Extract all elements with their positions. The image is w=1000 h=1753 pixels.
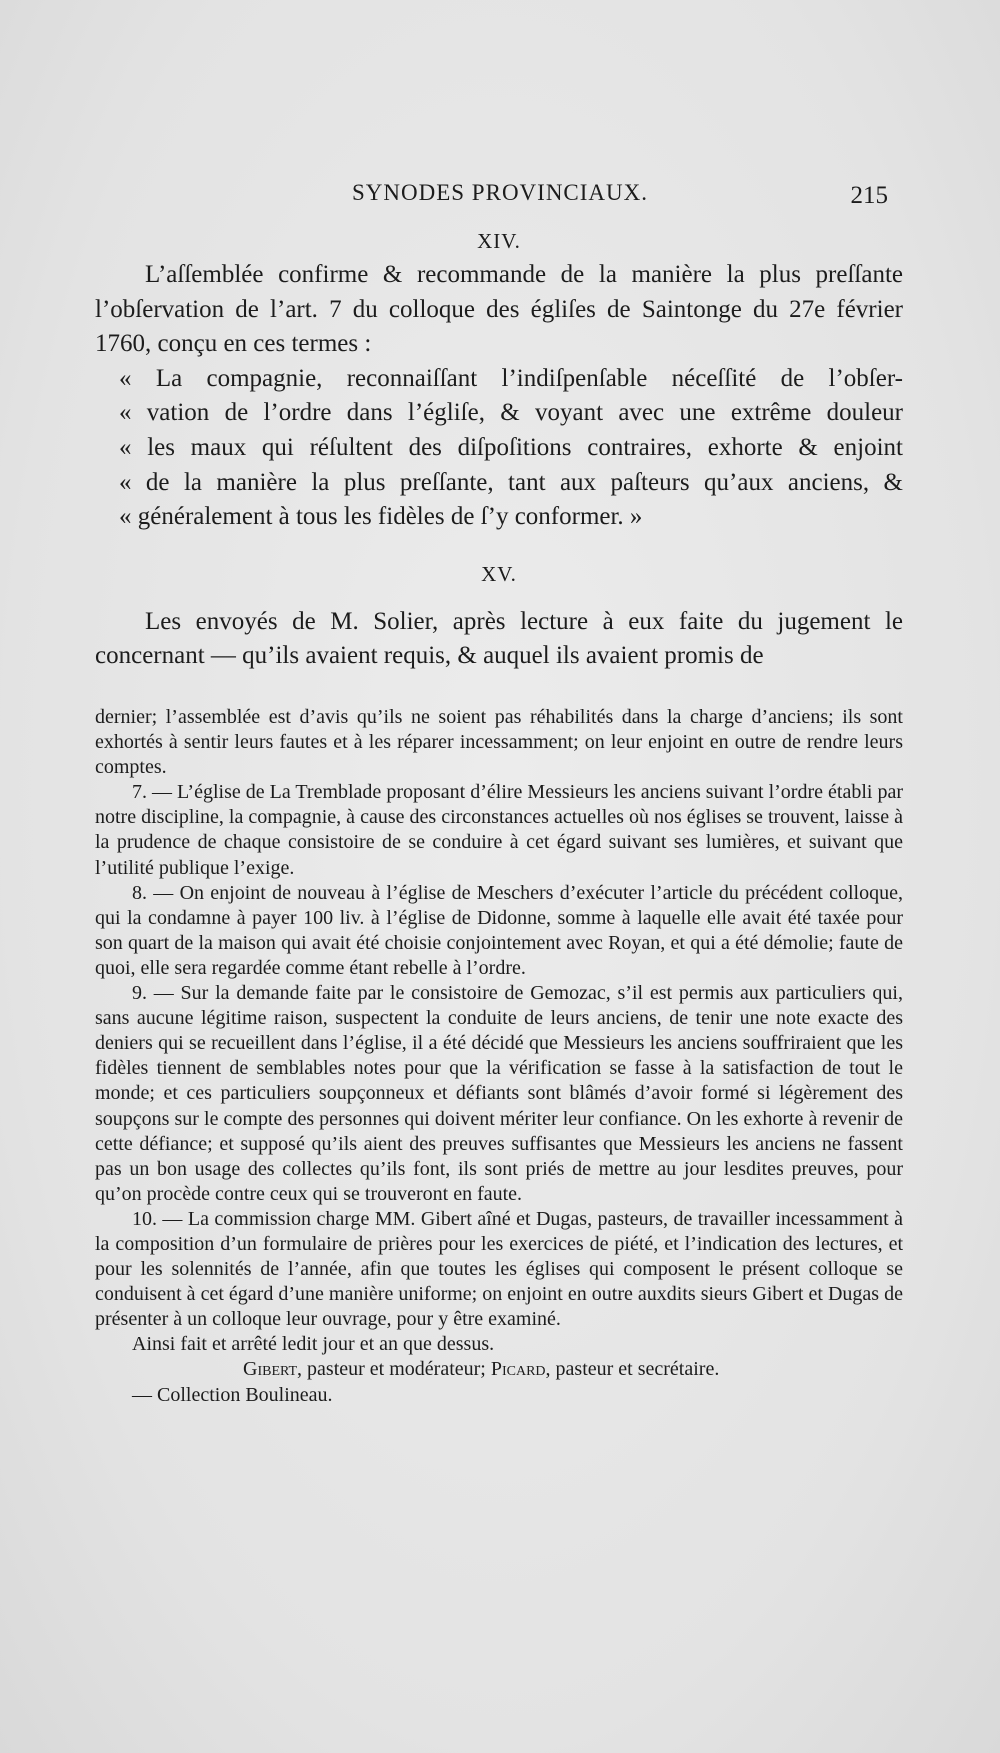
running-head — [95, 180, 905, 214]
section-heading-xiv: XIV. — [477, 229, 521, 253]
note-item-8: 8. — On enjoint de nouveau à l’église de Meschers d’exécuter l’article du précédent colloque, qui la condamne à payer 100 liv. à l’église de Didonne, somme à laquelle elle avait été taxée pour son quart de la maison qui avait été choisie conjointement avec Royan, et qui a été démolie; faute de quoi, elle sera regardée comme étant rebelle à l’ordre. — [95, 881, 903, 979]
quote-line: « vation de l’ordre dans l’égliſe, & voyant avec une extrême douleur — [119, 399, 903, 427]
running-title: SYNODES PROVINCIAUX. — [351, 180, 649, 205]
quote-line: « La compagnie, reconnaiſſant l’indiſpenſable néceſſité de l’obſer- — [119, 364, 903, 392]
signatory-gibert-role: , pasteur et modérateur; — [297, 1358, 491, 1381]
note-item-10: 10. — La commission charge MM. Gibert aîné et Dugas, pasteurs, de travailler incessamment à la composition d’un formulaire de prières pour les exercices de piété, et l’indication des lectures, et pour les solennités de l’année, afin que toutes les églises qui composent le présent colloque se conduisent à cet égard d’une manière uniforme; on enjoint en outre auxdits sieurs Gibert et Dugas de présenter à un colloque leur ouvrage, pour y être examiné. — [95, 1207, 903, 1331]
section-heading-xv: XV. — [481, 561, 517, 586]
quote-line: « de la manière la plus preſſante, tant aux paſteurs qu’aux anciens, & — [119, 468, 903, 496]
main-text — [95, 224, 903, 674]
signatory-picard: Picard — [490, 1358, 546, 1381]
note-item-9: 9. — Sur la demande faite par le consistoire de Gemozac, s’il est permis aux particuliers qui, sans aucune légitime raison, suspectent la conduite de leurs anciens, de tenir une note exacte des deniers qui se recueillent dans l’église, il a été décidé que Messieurs les anciens souffriraient que les fidèles tiennent de semblables notes pour que la vérification se fasse à la satisfaction de tout le monde; et ces particuliers soupçonneux et défiants sont blâmés d’avoir formé si légèrement des soupçons sur le compte des personnes qui doivent mériter leur confiance. On les exhorte à revenir de cette défiance; et supposé qu’ils aient des preuves suffisantes que Messieurs les anciens ne fassent pas un bon usage des collectes qu’ils font, ils sont priés de mettre au jour lesdites preuves, pour qu’on procède contre ceux qui se trouveront en faute. — [95, 982, 903, 1205]
quote-line: « les maux qui réſultent des diſpoſitions contraires, exhorte & enjoint — [119, 433, 903, 461]
closing-line: Ainsi fait et arrêté ledit jour et an que dessus. — [132, 1333, 495, 1356]
signatory-picard-role: , pasteur et secrétaire. — [545, 1358, 720, 1381]
section-xiv-paragraph: L’aſſemblée confirme & recommande de la manière la plus preſſante l’obſervation de l’art. 7 du colloque des égliſes de Saintonge du 27e février 1760, conçu en ces termes : — [95, 261, 903, 358]
section-xiv-quote — [95, 362, 903, 535]
source-line: — Collection Boulineau. — [132, 1383, 333, 1406]
footnote-text — [95, 705, 903, 1408]
page-number: 215 — [850, 182, 888, 209]
section-xv-paragraph: Les envoyés de M. Solier, après lecture à eux faite du jugement le concernant — qu’ils avaient requis, & auquel ils avaient promis de — [95, 607, 903, 670]
signature-line — [95, 1357, 903, 1382]
note-item-7: 7. — L’église de La Tremblade proposant d’élire Messieurs les anciens suivant l’ordre établi par notre discipline, la compagnie, à cause des circonstances actuelles où nos églises se trouvent, laisse à la prudence de chaque consistoire de se conduire à cet égard suivant ses lumières, et suivant que l’utilité publique l’exige. — [95, 781, 903, 879]
signatory-gibert: Gibert — [243, 1358, 298, 1381]
quote-line: « généralement à tous les fidèles de ſ’y conformer. » — [119, 503, 643, 531]
note-continuation: dernier; l’assemblée est d’avis qu’ils ne soient pas réhabilités dans la charge d’anciens; ils sont exhortés à sentir leurs fautes et à les réparer incessamment; on leur enjoint en outre de rendre leurs comptes. — [95, 706, 903, 779]
